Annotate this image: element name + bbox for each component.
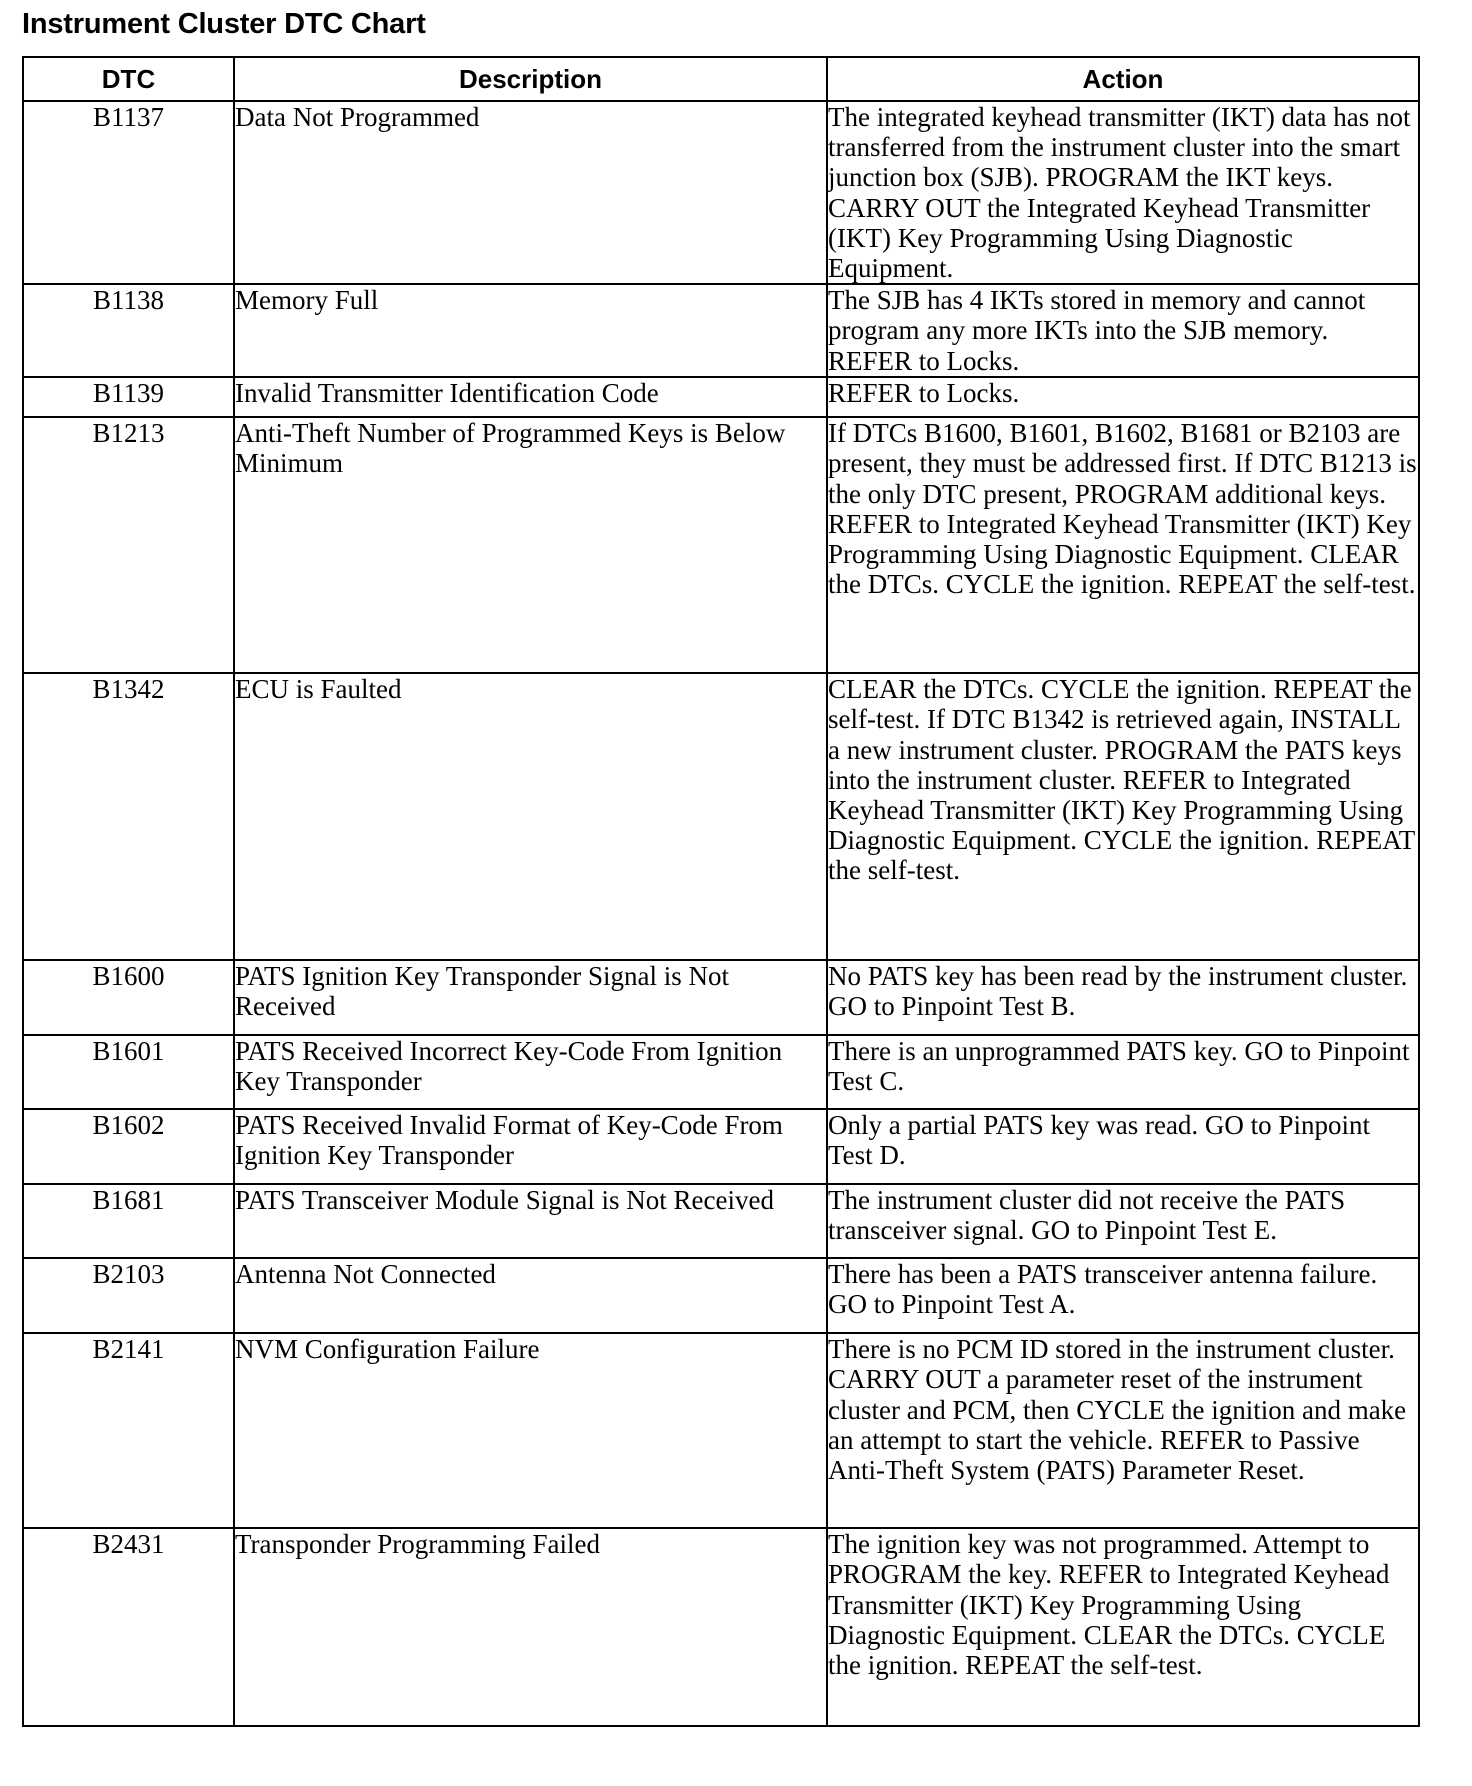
dtc-code: B1601 <box>23 1035 234 1109</box>
table-header-row <box>23 57 1419 101</box>
dtc-code: B1342 <box>23 673 234 960</box>
table-row <box>23 960 1419 1035</box>
dtc-action: Only a partial PATS key was read. GO to Pinpoint Test D. <box>827 1109 1419 1184</box>
table-row <box>23 1035 1419 1109</box>
dtc-code: B1602 <box>23 1109 234 1184</box>
dtc-description: Transponder Programming Failed <box>234 1528 827 1726</box>
dtc-action: There is an unprogrammed PATS key. GO to Pinpoint Test C. <box>827 1035 1419 1109</box>
dtc-code: B1600 <box>23 960 234 1035</box>
dtc-action: The SJB has 4 IKTs stored in memory and cannot program any more IKTs into the SJB memory. REFER to Locks. <box>827 284 1419 377</box>
dtc-action: REFER to Locks. <box>827 377 1419 417</box>
table-row <box>23 1528 1419 1726</box>
dtc-code: B2431 <box>23 1528 234 1726</box>
dtc-description: Antenna Not Connected <box>234 1258 827 1333</box>
table-row <box>23 1109 1419 1184</box>
table-row <box>23 1184 1419 1258</box>
dtc-description: NVM Configuration Failure <box>234 1333 827 1528</box>
header-action: Action <box>827 57 1419 101</box>
table-row <box>23 417 1419 673</box>
dtc-description: Memory Full <box>234 284 827 377</box>
dtc-action: There is no PCM ID stored in the instrument cluster. CARRY OUT a parameter reset of the instrument cluster and PCM, then CYCLE the ignition and make an attempt to start the vehicle. REFER to Passive Anti-Theft System (PATS) Parameter Reset. <box>827 1333 1419 1528</box>
dtc-action: CLEAR the DTCs. CYCLE the ignition. REPEAT the self-test. If DTC B1342 is retrieved again, INSTALL a new instrument cluster. PROGRAM the PATS keys into the instrument cluster. REFER to Integrated Keyhead Transmitter (IKT) Key Programming Using Diagnostic Equipment. CYCLE the ignition. REPEAT the self-test. <box>827 673 1419 960</box>
dtc-description: PATS Ignition Key Transponder Signal is Not Received <box>234 960 827 1035</box>
page-title: Instrument Cluster DTC Chart <box>22 8 426 40</box>
table-row <box>23 1258 1419 1333</box>
dtc-action: No PATS key has been read by the instrument cluster. GO to Pinpoint Test B. <box>827 960 1419 1035</box>
dtc-description: Invalid Transmitter Identification Code <box>234 377 827 417</box>
table-row <box>23 377 1419 417</box>
table-row <box>23 101 1419 284</box>
header-description: Description <box>234 57 827 101</box>
dtc-action: There has been a PATS transceiver antenna failure. GO to Pinpoint Test A. <box>827 1258 1419 1333</box>
dtc-action: The ignition key was not programmed. Attempt to PROGRAM the key. REFER to Integrated Keyhead Transmitter (IKT) Key Programming Using Diagnostic Equipment. CLEAR the DTCs. CYCLE the ignition. REPEAT the self-test. <box>827 1528 1419 1726</box>
dtc-code: B1213 <box>23 417 234 673</box>
header-dtc: DTC <box>23 57 234 101</box>
dtc-code: B1681 <box>23 1184 234 1258</box>
dtc-description: Data Not Programmed <box>234 101 827 284</box>
dtc-action: The instrument cluster did not receive the PATS transceiver signal. GO to Pinpoint Test E. <box>827 1184 1419 1258</box>
dtc-action: The integrated keyhead transmitter (IKT) data has not transferred from the instrument cluster into the smart junction box (SJB). PROGRAM the IKT keys. CARRY OUT the Integrated Keyhead Transmitter (IKT) Key Programming Using Diagnostic Equipment. <box>827 101 1419 284</box>
table-row <box>23 673 1419 960</box>
dtc-description: PATS Received Incorrect Key-Code From Ignition Key Transponder <box>234 1035 827 1109</box>
dtc-description: ECU is Faulted <box>234 673 827 960</box>
table-row <box>23 284 1419 377</box>
dtc-code: B1139 <box>23 377 234 417</box>
dtc-description: PATS Transceiver Module Signal is Not Received <box>234 1184 827 1258</box>
dtc-description: Anti-Theft Number of Programmed Keys is Below Minimum <box>234 417 827 673</box>
table-row <box>23 1333 1419 1528</box>
dtc-description: PATS Received Invalid Format of Key-Code From Ignition Key Transponder <box>234 1109 827 1184</box>
dtc-code: B2103 <box>23 1258 234 1333</box>
dtc-code: B2141 <box>23 1333 234 1528</box>
dtc-table <box>22 56 1420 1727</box>
dtc-code: B1138 <box>23 284 234 377</box>
dtc-code: B1137 <box>23 101 234 284</box>
dtc-action: If DTCs B1600, B1601, B1602, B1681 or B2103 are present, they must be addressed first. If DTC B1213 is the only DTC present, PROGRAM additional keys. REFER to Integrated Keyhead Transmitter (IKT) Key Programming Using Diagnostic Equipment. CLEAR the DTCs. CYCLE the ignition. REPEAT the self-test. <box>827 417 1419 673</box>
